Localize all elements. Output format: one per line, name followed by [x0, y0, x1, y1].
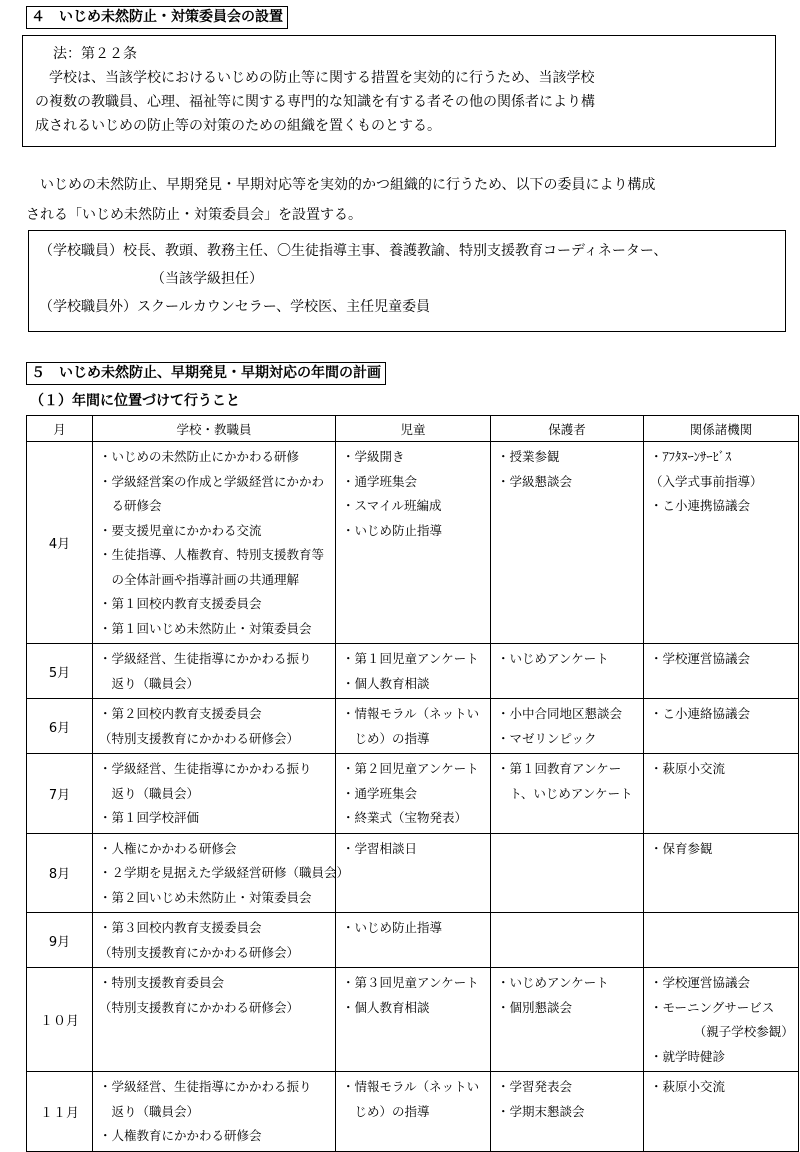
column-header-parents: 保護者	[491, 416, 644, 442]
annual-plan-table	[26, 415, 799, 1152]
list-item: ・学級経営、生徒指導にかかわる振り	[99, 1079, 312, 1094]
list-item: ・スマイル班編成	[342, 498, 442, 513]
list-item: ・こ小連携協議会	[650, 498, 751, 513]
school-cell	[93, 968, 336, 1072]
children-cell	[336, 1072, 491, 1152]
month-cell: １０月	[27, 968, 93, 1072]
table-row	[27, 1072, 799, 1152]
organizations-cell	[644, 968, 799, 1072]
organizations-cell	[644, 644, 799, 699]
organizations-cell	[644, 1072, 799, 1152]
list-item: （親子学校参観）	[650, 1024, 794, 1039]
list-item: ・いじめ防止指導	[342, 920, 443, 935]
month-cell: 7月	[27, 754, 93, 834]
table-header-row	[27, 416, 799, 442]
list-item: 返り（職員会）	[99, 785, 200, 801]
column-header-month: 月	[27, 416, 93, 442]
school-cell	[93, 913, 336, 968]
list-item: ・第１回教育アンケー	[497, 761, 622, 776]
children-cell	[336, 699, 491, 754]
law-text-line: 学校は、当該学校におけるいじめの防止等に関する措置を実効的に行うため、当該学校	[49, 70, 595, 86]
law-text-line: 成されるいじめの防止等の対策のための組織を置くものとする。	[35, 118, 441, 134]
list-item: ・萩原小交流	[650, 1079, 726, 1094]
organizations-cell	[644, 833, 799, 913]
children-cell	[336, 913, 491, 968]
committee-members-box	[28, 230, 786, 332]
list-item: ・終業式（宝物発表）	[342, 810, 468, 825]
list-item: ・学期末懇談会	[497, 1103, 585, 1119]
parents-cell	[491, 442, 644, 644]
list-item: 返り（職員会）	[99, 1103, 200, 1119]
members-homeroom-teacher: （当該学級担任）	[151, 271, 263, 287]
list-item: ・通学班集会	[342, 785, 418, 801]
law-text-line: の複数の教職員、心理、福祉等に関する専門的な知識を有する者その他の関係者により構	[35, 94, 595, 110]
list-item: ト、いじめアンケート	[497, 785, 633, 801]
paragraph-line: される「いじめ未然防止・対策委員会」を設置する。	[26, 207, 362, 223]
list-item: ・第２回児童アンケート	[342, 761, 479, 776]
parents-cell	[491, 754, 644, 834]
table-row	[27, 699, 799, 754]
list-item: ・いじめアンケート	[497, 975, 609, 990]
month-cell: 5月	[27, 644, 93, 699]
organizations-cell	[644, 442, 799, 644]
paragraph-line: いじめの未然防止、早期発見・早期対応等を実効的かつ組織的に行うため、以下の委員により構成	[40, 177, 656, 193]
school-cell	[93, 644, 336, 699]
school-cell	[93, 754, 336, 834]
parents-cell	[491, 913, 644, 968]
list-item: ・学習相談日	[342, 840, 418, 856]
list-item: ・第２回校内教育支援委員会	[99, 706, 262, 721]
children-cell	[336, 442, 491, 644]
list-item: ・通学班集会	[342, 473, 418, 489]
list-item: ・学級開き	[342, 449, 405, 464]
school-cell	[93, 699, 336, 754]
organizations-cell	[644, 699, 799, 754]
list-item: ・第１回児童アンケート	[342, 651, 479, 666]
list-item: ・いじめ防止指導	[342, 522, 443, 538]
list-item: ・特別支援教育委員会	[99, 975, 225, 990]
column-header-organizations: 関係諸機関	[644, 416, 799, 442]
list-item: ・要支援児童にかかわる交流	[99, 522, 262, 538]
month-cell: 4月	[27, 442, 93, 644]
school-cell	[93, 1072, 336, 1152]
list-item: ・学校運営協議会	[650, 651, 751, 666]
month-cell: 9月	[27, 913, 93, 968]
list-item: ・学級経営、生徒指導にかかわる振り	[99, 651, 312, 666]
list-item: ・学級経営、生徒指導にかかわる振り	[99, 761, 312, 776]
school-cell	[93, 833, 350, 913]
table-row	[27, 442, 799, 644]
list-item: ・小中合同地区懇談会	[497, 706, 623, 721]
month-cell: 8月	[27, 833, 93, 913]
subsection-heading: （１）年間に位置づけて行うこと	[30, 393, 240, 409]
list-item: ・学校運営協議会	[650, 975, 751, 990]
parents-cell	[491, 644, 644, 699]
list-item: ・個別懇談会	[497, 999, 573, 1015]
law-box	[22, 35, 776, 147]
list-item: ・いじめの未然防止にかかわる研修	[99, 449, 300, 464]
list-item: ・第１回学校評価	[99, 810, 200, 825]
list-item: ・授業参観	[497, 449, 560, 464]
table-row	[27, 644, 799, 699]
list-item: ・こ小連絡協議会	[650, 706, 751, 721]
list-item: じめ）の指導	[342, 1103, 430, 1119]
members-external: （学校職員外）スクールカウンセラー、学校医、主任児童委員	[39, 299, 431, 315]
list-item: ・人権にかかわる研修会	[99, 840, 237, 856]
list-item: 返り（職員会）	[99, 675, 200, 691]
section-5-heading: ５ いじめ未然防止、早期発見・早期対応の年間の計画	[26, 362, 386, 385]
list-item: ・モーニングサービス	[650, 999, 775, 1015]
list-item: じめ）の指導	[342, 730, 430, 746]
list-item: ・保育参観	[650, 840, 713, 856]
list-item: ・学級経営案の作成と学級経営にかかわ	[99, 473, 325, 489]
children-cell	[336, 833, 491, 913]
list-item: （特別支援教育にかかわる研修会）	[99, 999, 300, 1015]
list-item: （入学式事前指導）	[650, 473, 763, 489]
members-school-staff: （学校職員）校長、教頭、教務主任、〇生徒指導主事、養護教諭、特別支援教育コーディネーター、	[39, 243, 668, 259]
table-row	[27, 913, 799, 968]
list-item: の全体計画や指導計画の共通理解	[99, 571, 300, 587]
parents-cell	[491, 968, 644, 1072]
column-header-school: 学校・教職員	[93, 416, 336, 442]
children-cell	[336, 968, 491, 1072]
list-item: ・萩原小交流	[650, 761, 726, 776]
list-item: ・第３回児童アンケート	[342, 975, 479, 990]
list-item: ・学習発表会	[497, 1079, 573, 1094]
list-item: ・情報モラル（ネットい	[342, 706, 480, 721]
list-item: ・いじめアンケート	[497, 651, 609, 666]
organizations-cell	[644, 754, 799, 834]
list-item: る研修会	[99, 498, 162, 513]
month-cell: 6月	[27, 699, 93, 754]
list-item: ・マゼリンピック	[497, 730, 597, 746]
table-row	[27, 754, 799, 834]
list-item: ・第１回校内教育支援委員会	[99, 596, 262, 611]
list-item: ・２学期を見据えた学級経営研修（職員会）	[99, 865, 350, 880]
list-item: ・個人教育相談	[342, 999, 430, 1015]
parents-cell	[491, 833, 644, 913]
section-4-heading: ４ いじめ未然防止・対策委員会の設置	[26, 6, 288, 29]
list-item: ・第１回いじめ未然防止・対策委員会	[99, 620, 312, 636]
list-item: ・第３回校内教育支援委員会	[99, 920, 262, 935]
month-cell: １１月	[27, 1072, 93, 1152]
parents-cell	[491, 699, 644, 754]
table-row	[27, 833, 799, 913]
list-item: ・学級懇談会	[497, 473, 573, 489]
column-header-children: 児童	[336, 416, 491, 442]
committee-description	[26, 170, 786, 230]
parents-cell	[491, 1072, 644, 1152]
list-item: （特別支援教育にかかわる研修会）	[99, 944, 300, 960]
organizations-cell	[644, 913, 799, 968]
table-row	[27, 968, 799, 1072]
list-item: ・生徒指導、人権教育、特別支援教育等	[99, 547, 325, 562]
children-cell	[336, 754, 491, 834]
law-reference: 法：第２２条	[53, 46, 137, 62]
list-item: （特別支援教育にかかわる研修会）	[99, 730, 300, 746]
school-cell	[93, 442, 336, 644]
list-item: ・第２回いじめ未然防止・対策委員会	[99, 889, 312, 905]
list-item: ・情報モラル（ネットい	[342, 1079, 480, 1094]
list-item: ・就学時健診	[650, 1048, 726, 1064]
list-item: ・ｱﾌﾀﾇｰﾝｻｰﾋﾞｽ	[650, 449, 732, 464]
list-item: ・人権教育にかかわる研修会	[99, 1128, 262, 1143]
children-cell	[336, 644, 491, 699]
list-item: ・個人教育相談	[342, 675, 430, 691]
